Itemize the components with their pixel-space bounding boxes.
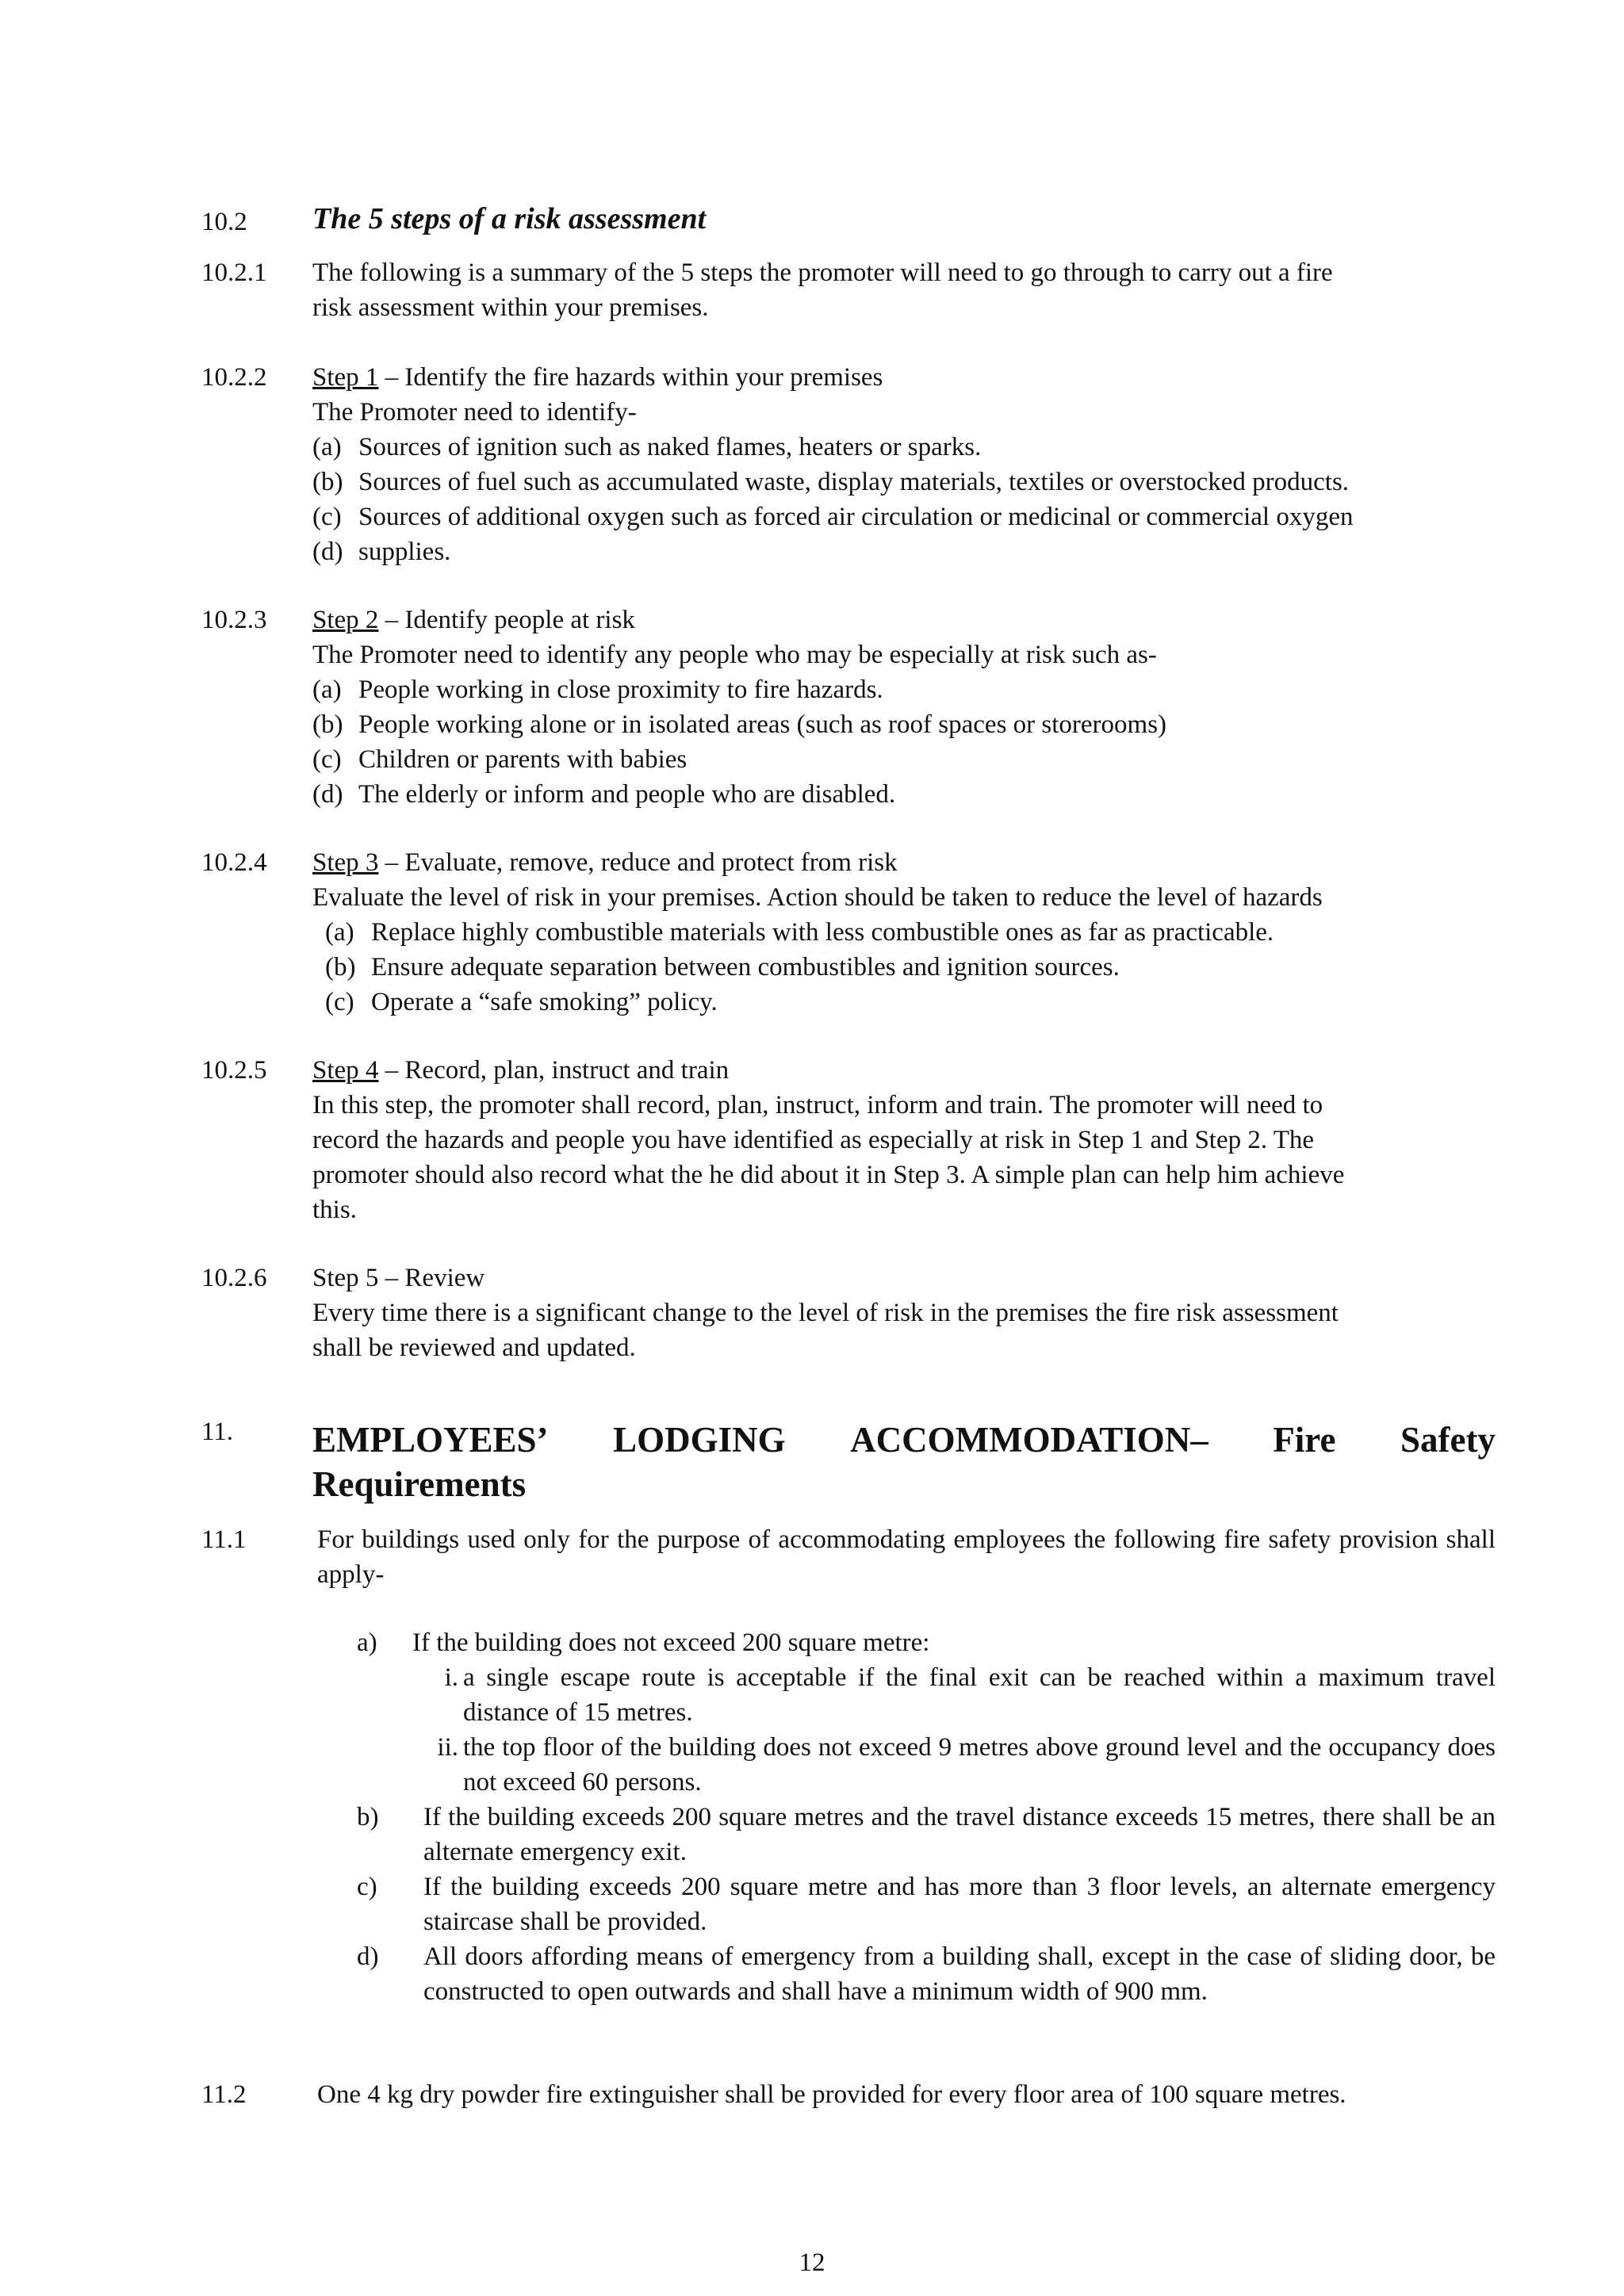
list-label: (a) [312, 675, 342, 704]
list-label: (d) [312, 780, 343, 809]
step-heading-text: – Identify the fire hazards within your premises [378, 363, 883, 392]
list-label: d) [357, 1942, 379, 1971]
text-line: this. [312, 1196, 357, 1224]
roman-list [346, 1660, 1496, 1800]
text-line: record the hazards and people you have identified as especially at risk in Step 1 and Step 2. The [312, 1126, 1315, 1154]
step-heading [312, 1053, 1496, 1088]
step-label: Step 2 [312, 606, 379, 634]
list-item [312, 465, 1496, 499]
section-number: 10.2.1 [201, 258, 267, 287]
step-intro: The Promoter need to identify any people who may be especially at risk such as- [312, 641, 1157, 669]
section-body [312, 1053, 1496, 1227]
text-line: promoter should also record what the he did about it in Step 3. A simple plan can help him achieve [312, 1161, 1345, 1189]
title-word: Fire [1273, 1420, 1336, 1460]
list-text: Ensure adequate separation between combustibles and ignition sources. [371, 953, 1120, 982]
text-line: Every time there is a significant change to the level of risk in the premises the fire risk assessment [312, 1299, 1339, 1327]
list-text: the top floor of the building does not exceed 9 metres above ground level and the occupancy does not exceed 60 persons. [463, 1733, 1496, 1797]
section-body [312, 255, 1496, 325]
list-label: (c) [312, 745, 342, 774]
section-body [312, 1261, 1496, 1365]
list-item [346, 1939, 1496, 2009]
title-word: LODGING [613, 1420, 786, 1460]
list-text: Sources of fuel such as accumulated waste, display materials, textiles or overstocked products. [358, 468, 1350, 496]
list-label: (c) [325, 988, 354, 1016]
list-label: b) [357, 1803, 379, 1831]
list-text: If the building exceeds 200 square metre and has more than 3 floor levels, an alternate emergency staircase shall be provided. [423, 1873, 1496, 1936]
step-label: Step 3 [312, 848, 379, 877]
list-text: Sources of additional oxygen such as forced air circulation or medicinal or commercial oxygen [358, 503, 1354, 531]
list-item [312, 950, 1496, 985]
list-item [431, 1660, 1496, 1730]
step-heading-text: – Record, plan, instruct and train [378, 1056, 730, 1085]
list-item [312, 672, 1496, 707]
list-text: All doors affording means of emergency from a building shall, except in the case of sliding door, be constructed to open outwards and shall have a minimum width of 900 mm. [423, 1942, 1496, 2006]
section-number: 11. [201, 1418, 234, 1446]
lettered-list [346, 1625, 1496, 2009]
text-line: shall be reviewed and updated. [312, 1334, 636, 1362]
step-heading [312, 845, 1496, 880]
section-number: 10.2 [201, 208, 247, 236]
list-text: a single escape route is acceptable if the final exit can be reached within a maximum travel distance of 15 metres. [463, 1663, 1496, 1727]
section-body: One 4 kg dry powder fire extinguisher shall be provided for every floor area of 100 square metres. [317, 2080, 1346, 2109]
chapter-title [312, 1418, 1496, 1506]
list-label: ii. [437, 1733, 458, 1762]
list-label: i. [444, 1663, 458, 1692]
section-title: The 5 steps of a risk assessment [312, 202, 707, 235]
list-text: supplies. [358, 538, 451, 566]
list-label: (d) [312, 538, 343, 566]
list-item [312, 430, 1496, 465]
section-body [312, 845, 1496, 1020]
step-heading [312, 360, 1496, 395]
list-item [312, 534, 1496, 569]
title-word: ACCOMMODATION– [850, 1420, 1208, 1460]
list-item [312, 985, 1496, 1020]
list-item [346, 1869, 1496, 1939]
list-text: People working in close proximity to fire hazards. [358, 675, 883, 704]
list-item [312, 742, 1496, 777]
list-label: (a) [325, 918, 354, 947]
section-number: 10.2.5 [201, 1056, 267, 1085]
title-word: EMPLOYEES’ [312, 1420, 549, 1460]
step-label: Step 4 [312, 1056, 379, 1085]
chapter-title-line: Requirements [312, 1464, 527, 1504]
step-intro: Evaluate the level of risk in your premises. Action should be taken to reduce the level of hazards [312, 883, 1323, 912]
text-line: risk assessment within your premises. [312, 293, 709, 322]
list-text: People working alone or in isolated areas (such as roof spaces or storerooms) [358, 710, 1167, 739]
list-label: (a) [312, 433, 342, 461]
list-label: c) [357, 1873, 377, 1901]
list-text: Children or parents with babies [358, 745, 688, 774]
section-number: 11.2 [201, 2080, 247, 2109]
section-number: 10.2.6 [201, 1264, 267, 1292]
section-number: 10.2.2 [201, 363, 267, 392]
step-label: Step 1 [312, 363, 379, 392]
section-body [312, 603, 1496, 812]
list-item [431, 1730, 1496, 1800]
section-body [312, 360, 1496, 569]
section-number: 10.2.4 [201, 848, 267, 877]
list-text: Sources of ignition such as naked flames, heaters or sparks. [358, 433, 982, 461]
list-item [312, 707, 1496, 742]
list-item [312, 915, 1496, 950]
step-intro: The Promoter need to identify- [312, 398, 637, 427]
list-item [312, 499, 1496, 534]
list-text: The elderly or inform and people who are disabled. [358, 780, 896, 809]
list-item [346, 1625, 1496, 1660]
list-text: Operate a “safe smoking” policy. [371, 988, 718, 1016]
text-line: The following is a summary of the 5 steps the promoter will need to go through to carry out a fire [312, 258, 1333, 287]
list-item [312, 777, 1496, 812]
list-label: (b) [312, 710, 343, 739]
section-number: 11.1 [201, 1525, 247, 1554]
list-item [346, 1800, 1496, 1869]
list-text: Replace highly combustible materials with less combustible ones as far as practicable. [371, 918, 1274, 947]
list-label: (b) [312, 468, 343, 496]
chapter-title-line [312, 1418, 1496, 1462]
page-number: 12 [799, 2248, 825, 2277]
section-body: For buildings used only for the purpose of accommodating employees the following fire safety provision shall apply- [317, 1525, 1496, 1589]
step-heading-text: – Evaluate, remove, reduce and protect from risk [378, 848, 898, 877]
list-label: a) [357, 1628, 377, 1657]
list-text: If the building does not exceed 200 square metre: [412, 1628, 930, 1657]
list-label: (b) [325, 953, 356, 982]
text-line: In this step, the promoter shall record, plan, instruct, inform and train. The promoter will need to [312, 1091, 1323, 1119]
title-word: Safety [1400, 1420, 1496, 1460]
list-text: If the building exceeds 200 square metres and the travel distance exceeds 15 metres, there shall be an alternate emergency exit. [423, 1803, 1496, 1866]
list-label: (c) [312, 503, 342, 531]
step-heading-text: – Identify people at risk [378, 606, 635, 634]
step-heading: Step 5 – Review [312, 1264, 485, 1292]
section-number: 10.2.3 [201, 606, 267, 634]
step-heading [312, 603, 1496, 637]
